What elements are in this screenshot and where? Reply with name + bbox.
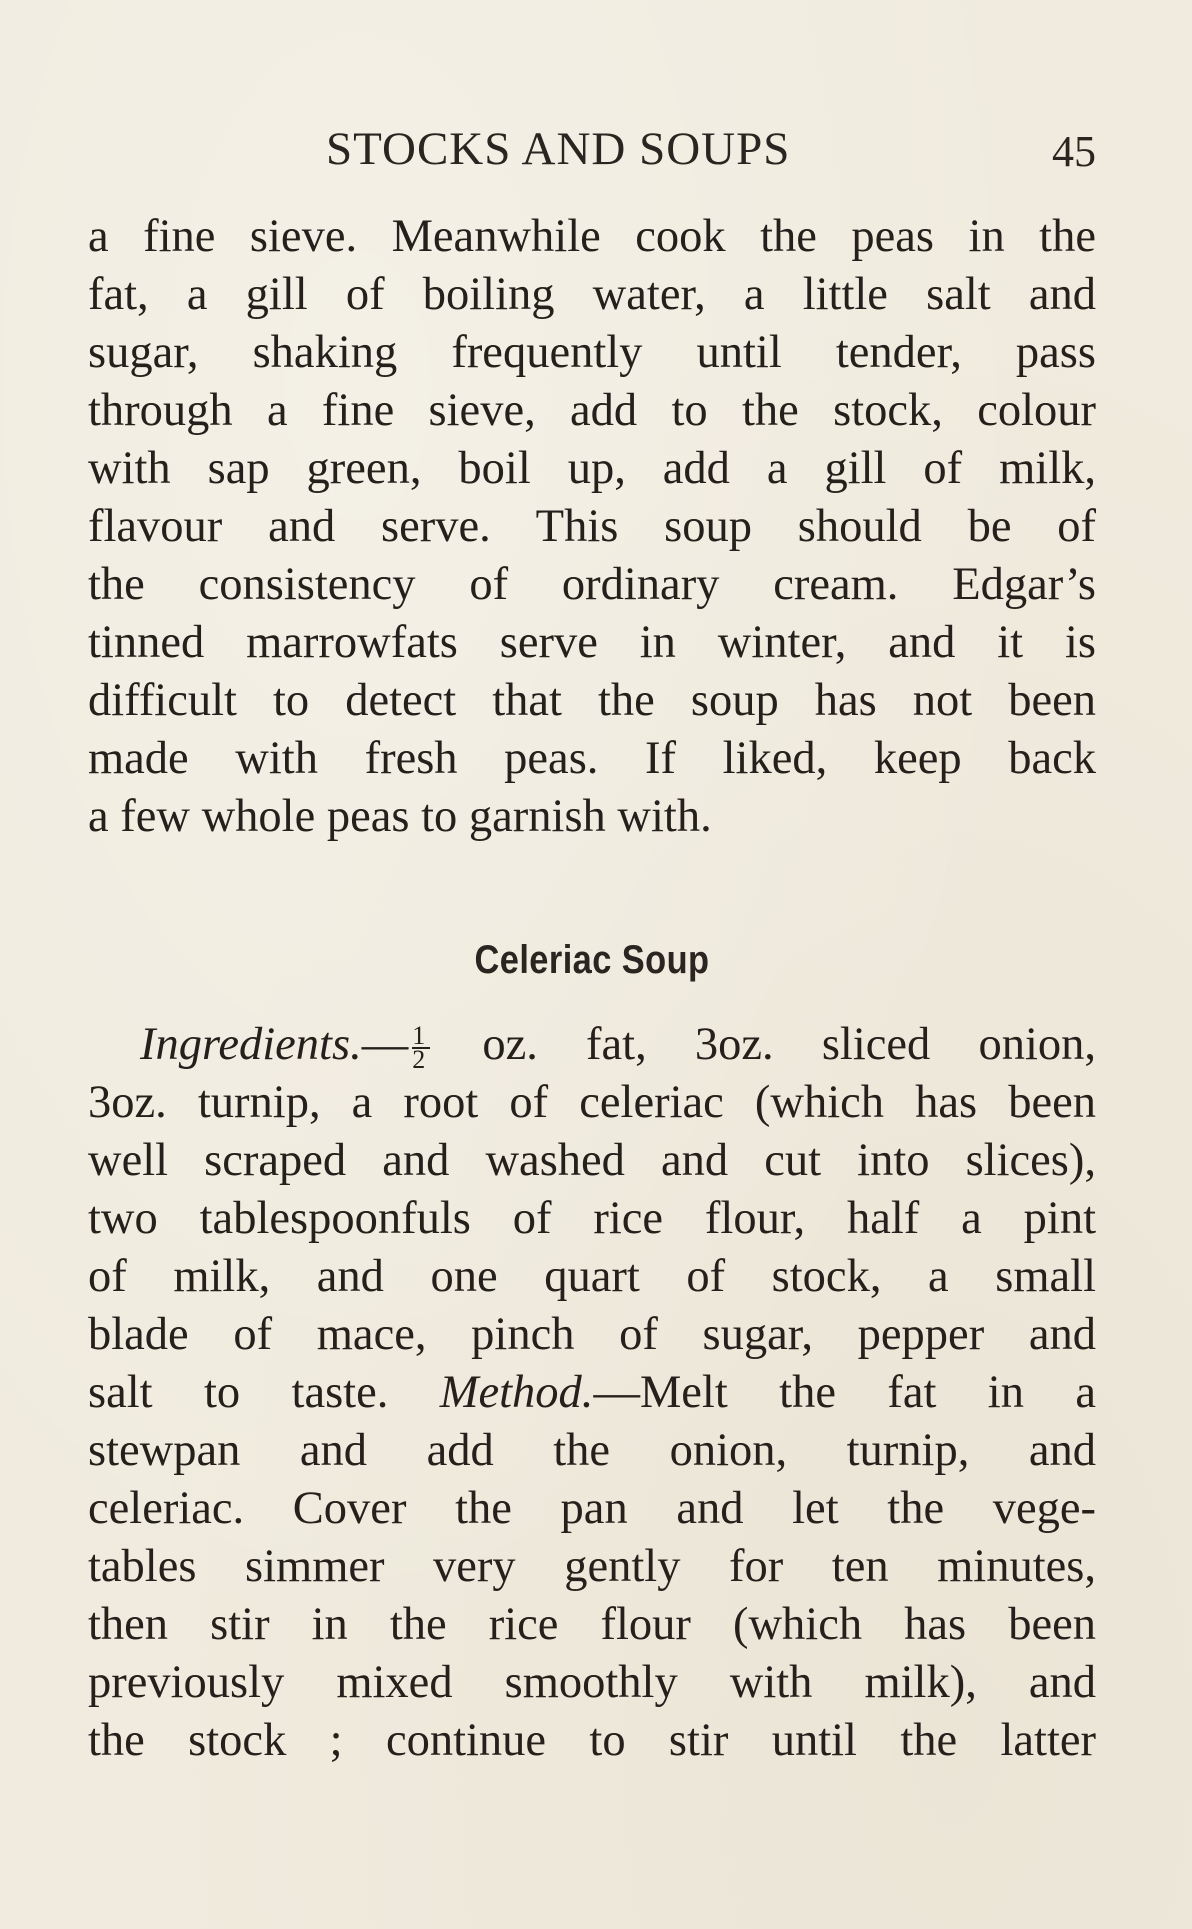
em-dash: — [361, 1019, 409, 1070]
method-label: Method. [439, 1367, 594, 1418]
method-line-end: —Melt the fat in a [593, 1367, 1096, 1418]
fraction-denominator: 2 [412, 1045, 426, 1075]
fraction-numerator: 1 [412, 1025, 430, 1049]
text-line: fat, a gill of boiling water, a little salt and [88, 269, 1096, 320]
paragraph-celeriac-soup [88, 1016, 1096, 1770]
text-line: through a fine sieve, add to the stock, colour [88, 385, 1096, 436]
text-line: a few whole peas to garnish with. [88, 791, 712, 842]
text-line: with sap green, boil up, add a gill of milk, [88, 443, 1096, 494]
text-line: difficult to detect that the soup has not been [88, 675, 1096, 726]
text-line: two tablespoonfuls of rice flour, half a pint [88, 1193, 1096, 1244]
running-head [88, 122, 1096, 178]
text-line: well scraped and washed and cut into slices), [88, 1135, 1096, 1186]
text-line: blade of mace, pinch of sugar, pepper and [88, 1309, 1096, 1360]
method-line [88, 1364, 1096, 1422]
text-line: flavour and serve. This soup should be of [88, 501, 1096, 552]
paragraph-peas-soup-ending [88, 208, 1096, 846]
section-heading: Celeriac Soup [474, 938, 710, 982]
text-line: of milk, and one quart of stock, a small [88, 1251, 1096, 1302]
text-line: the consistency of ordinary cream. Edgar’s [88, 559, 1096, 610]
text-line: a fine sieve. Meanwhile cook the peas in the [88, 211, 1096, 262]
text-line: sugar, shaking frequently until tender, pass [88, 327, 1096, 378]
text-line: tinned marrowfats serve in winter, and it is [88, 617, 1096, 668]
fraction-one-half [412, 1021, 430, 1075]
ingredients-label: Ingredients. [140, 1019, 362, 1070]
ingredients-line-rest: oz. fat, 3oz. sliced onion, [482, 1019, 1097, 1070]
text-line: then stir in the rice flour (which has been [88, 1599, 1096, 1650]
text-line: celeriac. Cover the pan and let the vege- [88, 1483, 1096, 1534]
running-title: STOCKS AND SOUPS [326, 123, 791, 175]
text-line: the stock ; continue to stir until the latter [88, 1715, 1096, 1766]
text-line: 3oz. turnip, a root of celeriac (which has been [88, 1077, 1096, 1128]
text-line: previously mixed smoothly with milk), and [88, 1657, 1096, 1708]
text-line: made with fresh peas. If liked, keep back [88, 733, 1096, 784]
page-number: 45 [1052, 127, 1096, 176]
text-line: stewpan and add the onion, turnip, and [88, 1425, 1096, 1476]
ingredients-line [88, 1016, 1096, 1074]
method-line-start: salt to taste. [88, 1367, 440, 1418]
text-line: tables simmer very gently for ten minutes, [88, 1541, 1096, 1592]
